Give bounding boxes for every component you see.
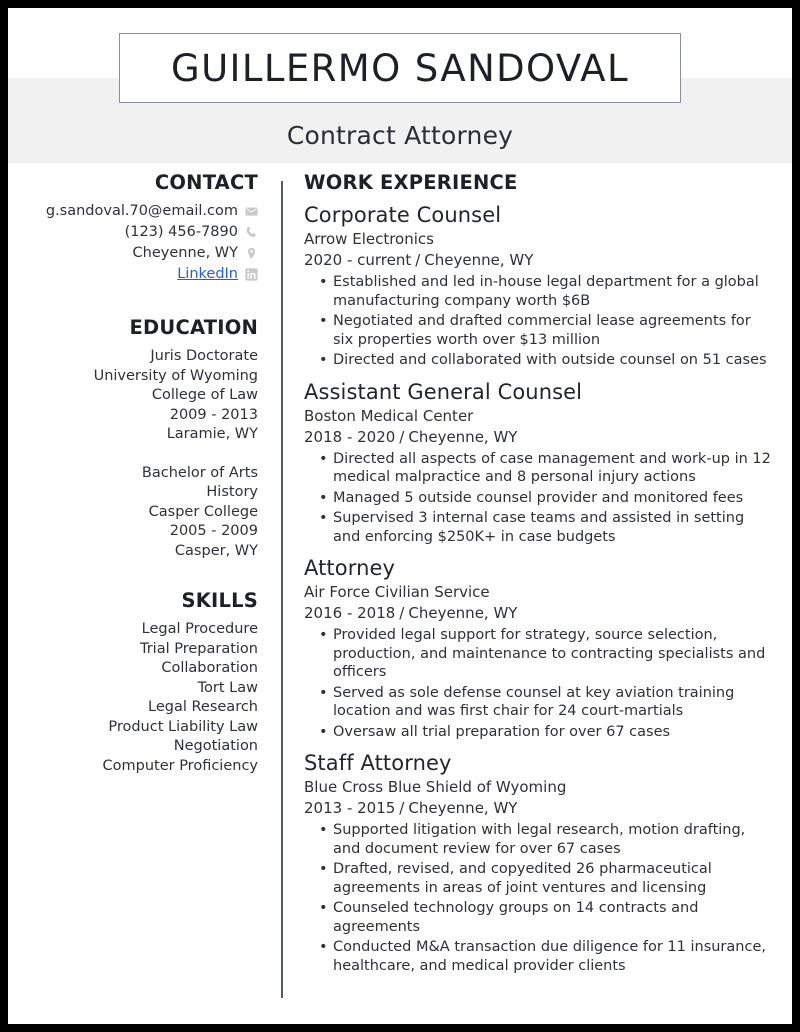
contact-linkedin-link[interactable]: LinkedIn (177, 266, 238, 282)
job-bullet: • Drafted, revised, and copyedited 26 pharmaceutical agreements in areas of joint ventures and licensing (304, 860, 774, 897)
education-line: History (206, 484, 258, 500)
job-bullet: • Counseled technology groups on 14 contracts and agreements (304, 899, 774, 936)
job-bullet: • Served as sole defense counsel at key aviation training location and was first chair for 24 court-martials (304, 684, 774, 721)
education-line: Juris Doctorate (150, 348, 258, 364)
job-bullet: • Supported litigation with legal research, motion drafting, and document review for over 67 cases (304, 821, 774, 858)
education-line: Casper College (148, 503, 258, 520)
job-meta-separator: / (415, 251, 421, 269)
education-entry-2 (8, 464, 258, 562)
job-dates: 2016 - 2018 (304, 604, 396, 622)
skill-item: Product Liability Law (108, 718, 258, 735)
job-bullet: • Directed and collaborated with outside counsel on 51 cases (304, 351, 774, 370)
job-bullet: • Conducted M&A transaction due diligence for 11 insurance, healthcare, and medical provider clients (304, 938, 774, 975)
job-role: Attorney (304, 556, 396, 580)
job-meta (304, 427, 774, 448)
contact-heading: CONTACT (154, 171, 258, 194)
job-bullet: • Managed 5 outside counsel provider and monitored fees (304, 489, 774, 508)
job-meta (304, 798, 774, 819)
job-role: Assistant General Counsel (304, 379, 583, 404)
column-divider (281, 181, 283, 998)
contact-item-linkedin[interactable] (8, 265, 258, 285)
page-title: GUILLERMO SANDOVAL (171, 46, 629, 90)
spacer-contact-education (8, 286, 258, 316)
map-pin-icon (245, 247, 258, 260)
skill-item: Legal Procedure (141, 621, 258, 637)
education-line: College of Law (151, 387, 258, 403)
contact-item-email[interactable] (8, 202, 258, 222)
job-meta-separator: / (399, 427, 405, 446)
job-entry (304, 379, 774, 547)
job-meta (304, 250, 774, 271)
phone-icon (245, 226, 258, 239)
job-meta-separator: / (399, 799, 405, 817)
contact-phone-text: (123) 456-7890 (124, 224, 238, 240)
job-bullets (304, 273, 774, 370)
job-meta-separator: / (399, 604, 405, 622)
job-location: Cheyenne, WY (408, 799, 518, 817)
skill-item: Collaboration (161, 660, 258, 676)
sidebar (8, 171, 270, 776)
work-experience-heading: WORK EXPERIENCE (304, 171, 518, 194)
contact-location-text: Cheyenne, WY (132, 245, 238, 261)
name-box (119, 33, 681, 103)
skill-item: Trial Preparation (139, 640, 258, 657)
education-line: Casper, WY (174, 542, 258, 559)
job-company: Arrow Electronics (304, 230, 434, 248)
spacer-education-entries (8, 445, 258, 464)
contact-email-text: g.sandoval.70@email.com (45, 203, 238, 219)
contact-item-location (8, 244, 258, 264)
job-bullet: • Directed all aspects of case management and work-up in 12 medical malpractice and 8 personal injury actions (304, 450, 774, 487)
spacer-education-skills (8, 561, 258, 589)
job-company: Blue Cross Blue Shield of Wyoming (304, 778, 567, 796)
job-bullet: • Negotiated and drafted commercial lease agreements for six properties worth over $13 million (304, 312, 774, 349)
job-bullets (304, 821, 774, 975)
contact-item-phone[interactable] (8, 223, 258, 243)
job-location: Cheyenne, WY (408, 604, 518, 622)
job-entry (304, 750, 774, 975)
skills-list (8, 620, 258, 776)
skill-item: Negotiation (173, 738, 258, 754)
job-bullets (304, 450, 774, 547)
job-dates: 2020 - current (304, 251, 412, 269)
job-location: Cheyenne, WY (424, 251, 534, 269)
skills-heading: SKILLS (181, 589, 258, 612)
education-line: Laramie, WY (166, 426, 258, 442)
education-line: University of Wyoming (93, 367, 258, 384)
job-dates: 2018 - 2020 (304, 427, 396, 446)
job-entry (304, 202, 774, 370)
education-heading: EDUCATION (129, 316, 258, 339)
education-entry-1 (8, 347, 258, 445)
job-bullet: • Established and led in-house legal department for a global manufacturing company worth $6B (304, 273, 774, 310)
skill-item: Tort Law (197, 679, 258, 696)
job-bullet: • Oversaw all trial preparation for over 67 cases (304, 723, 774, 742)
job-role: Corporate Counsel (304, 203, 502, 227)
header-job-title: Contract Attorney (286, 121, 514, 150)
job-entry (304, 555, 774, 741)
job-company: Air Force Civilian Service (304, 583, 490, 601)
linkedin-icon[interactable] (245, 268, 258, 281)
main-content (304, 171, 774, 984)
skill-item: Computer Proficiency (102, 757, 258, 774)
education-line: 2009 - 2013 (169, 406, 258, 423)
skill-item: Legal Research (148, 699, 258, 715)
job-company: Boston Medical Center (304, 406, 474, 425)
envelope-icon (245, 205, 258, 218)
job-dates: 2013 - 2015 (304, 799, 396, 817)
job-meta (304, 603, 774, 624)
job-location: Cheyenne, WY (408, 427, 518, 446)
education-line: Bachelor of Arts (141, 464, 258, 481)
job-role: Staff Attorney (304, 751, 452, 775)
resume-page (8, 8, 792, 1024)
job-bullet: • Provided legal support for strategy, source selection, production, and maintenance to contracting specialists and officers (304, 626, 774, 682)
resume-body (8, 171, 792, 1024)
job-bullet: • Supervised 3 internal case teams and assisted in setting and enforcing $250K+ in case budgets (304, 509, 774, 546)
education-line: 2005 - 2009 (169, 523, 258, 539)
job-bullets (304, 626, 774, 741)
